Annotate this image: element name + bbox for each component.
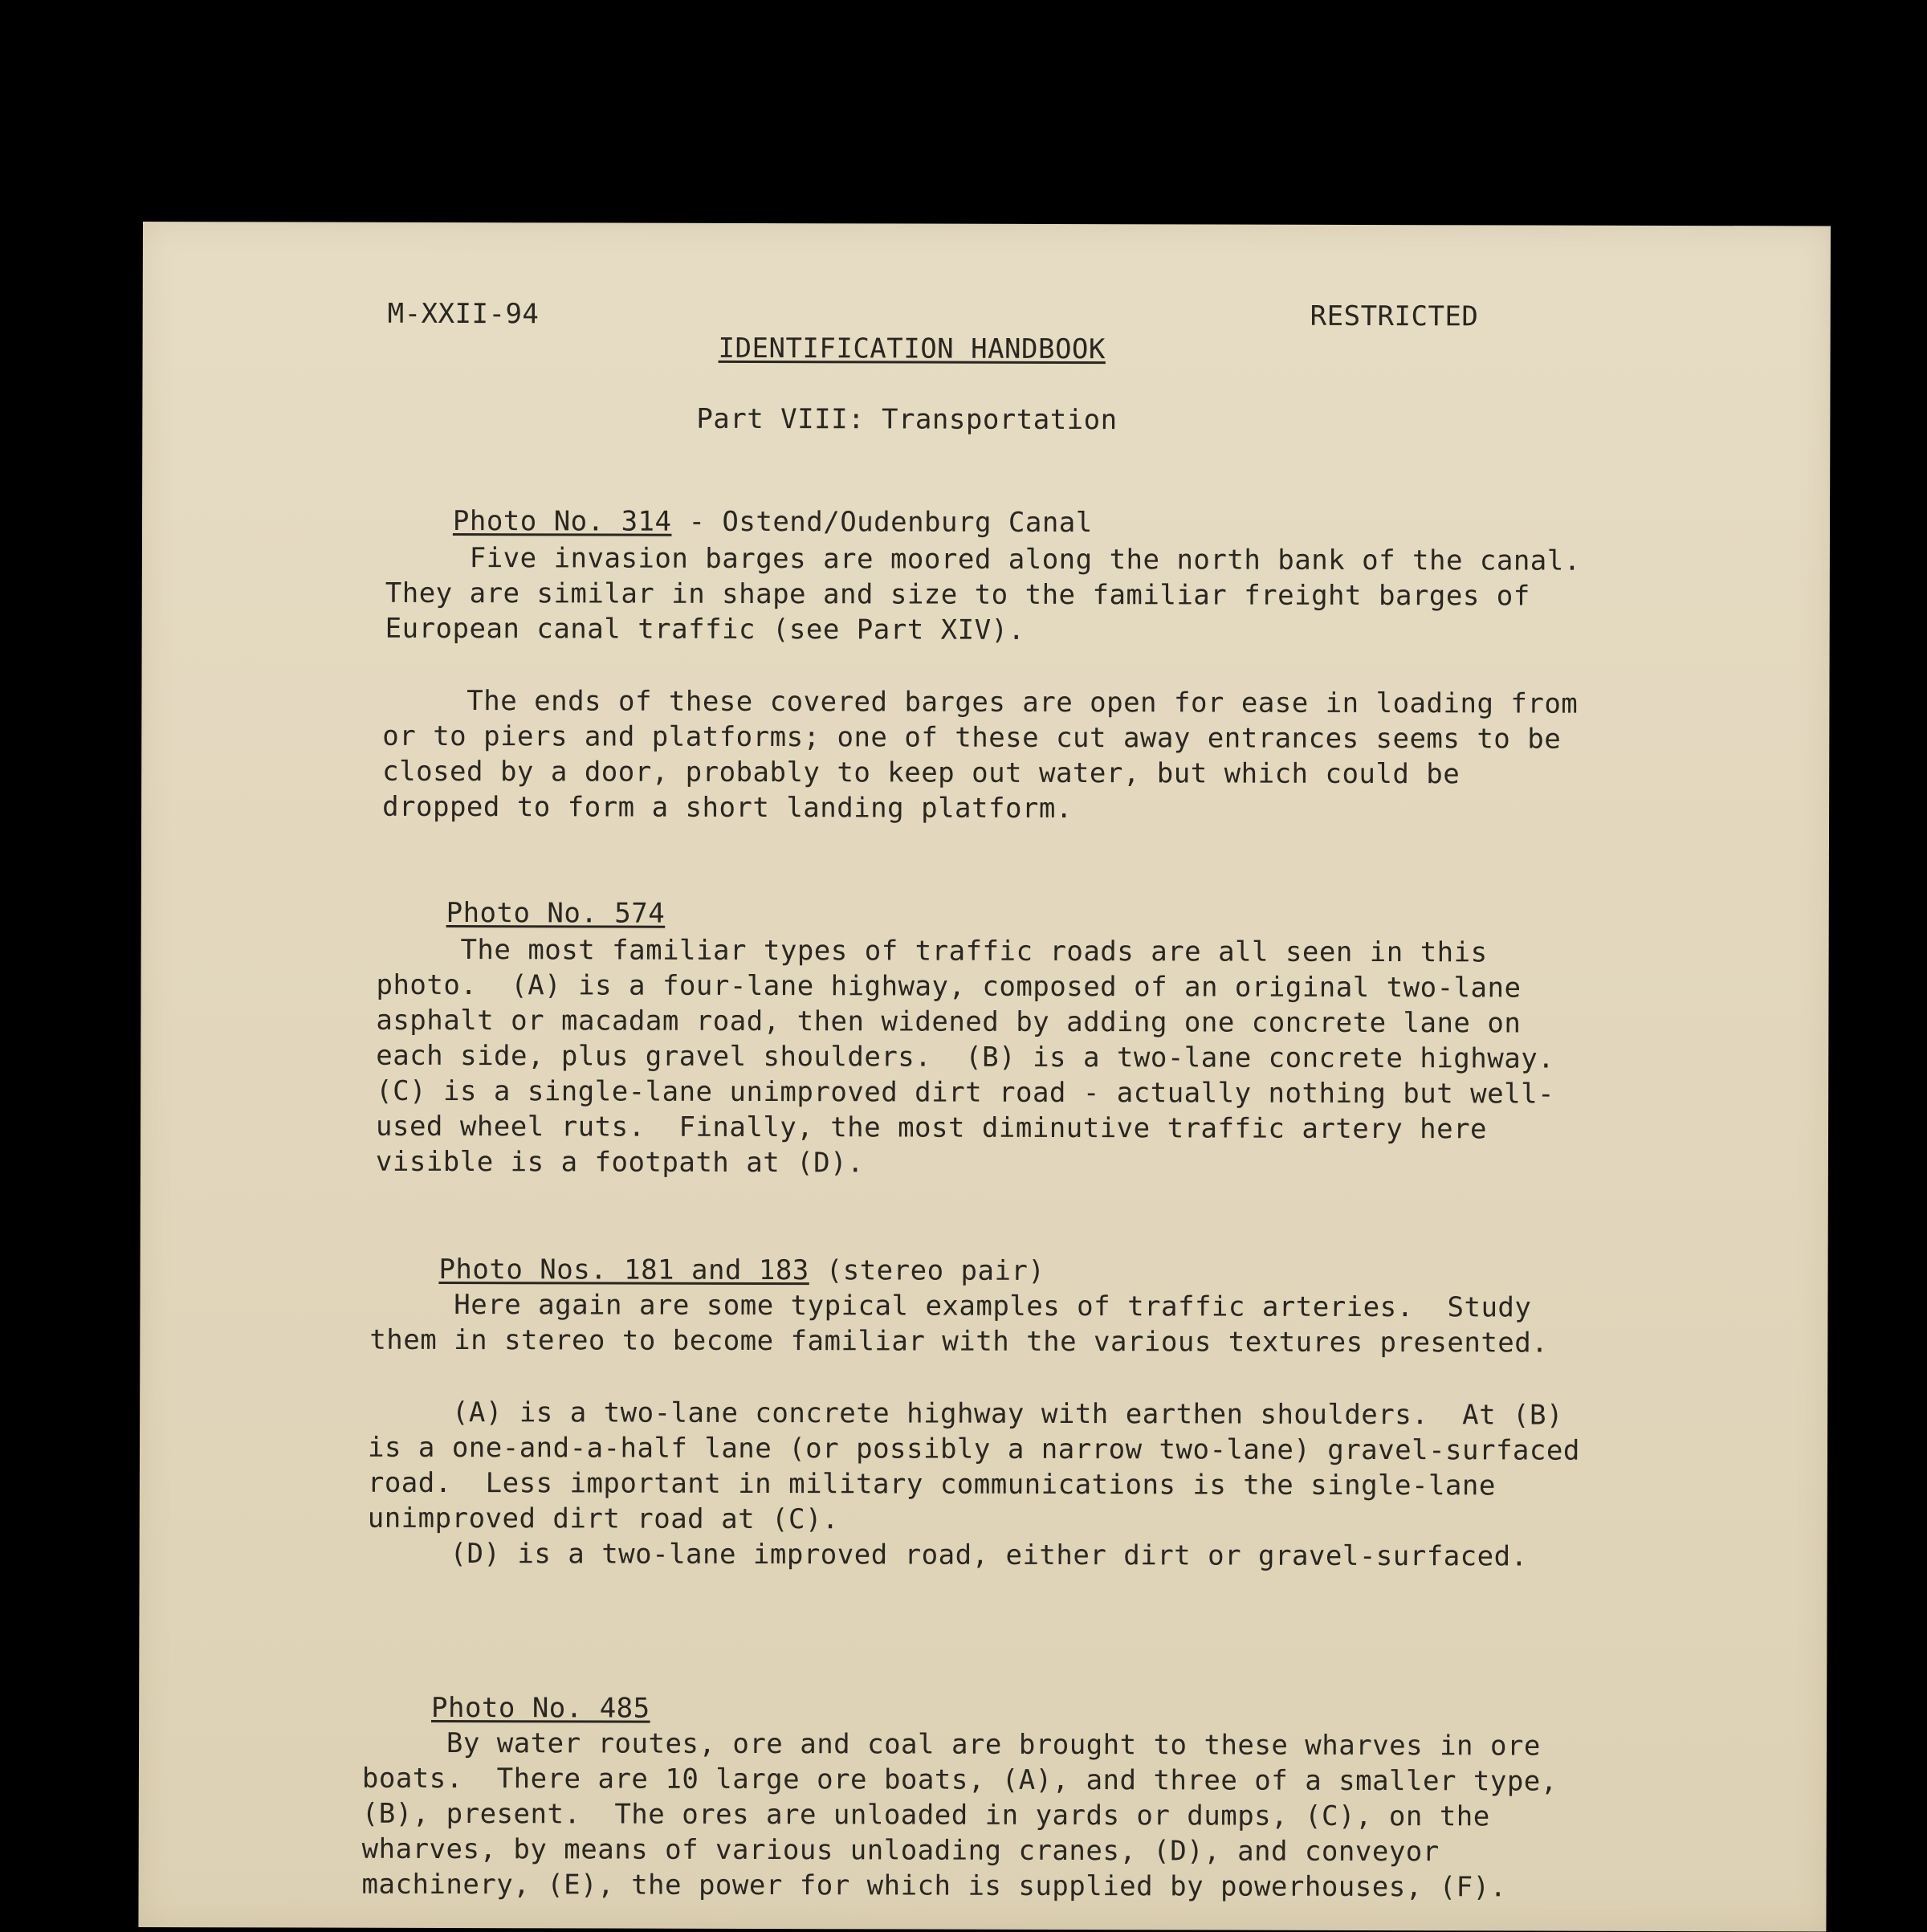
paragraph: The most familiar types of traffic roads are all seen in this photo. (A) is a four-lane highway, composed of an original two-lane asphalt or macadam road, then widened by adding one concrete lane on each side, plus gravel shoulders. (B) is a two-lane concrete highway. (C) is a single-lane unimproved dirt road - actually nothing but well- used wheel ruts. Finally, the most diminutive traffic artery here visible is a footpath at (D). — [375, 933, 1555, 1180]
section-heading-photo-485: Photo No. 485 — [430, 1691, 650, 1725]
section-heading-photo-181-183: Photo Nos. 181 and 183 (stereo pair) — [438, 1253, 1045, 1287]
paragraph: Here again are some typical examples of traffic arteries. Study them in stereo to become familiar with the various textures presented. — [369, 1288, 1549, 1359]
part-heading: Part VIII: Transportation — [696, 402, 1118, 437]
section-heading-photo-314: Photo No. 314 - Ostend/Oudenburg Canal — [452, 505, 1093, 540]
paragraph: (D) is a two-lane improved road, either dirt or gravel-surfaced. — [365, 1537, 1528, 1573]
paragraph: The ends of these covered barges are open for ease in loading from or to piers and platforms; one of these cut away entrances seems to be closed by a door, probably to keep out water, but which could be dropped to form a short landing platform. — [382, 684, 1579, 825]
paragraph: By water routes, ore and coal are brought to these wharves in ore boats. There are 10 large ore boats, (A), and three of a smaller type, (B), present. The ores are unloaded in yards or dumps, (C), on the wharves, by means of various unloading cranes, (D), and conveyor machinery, (E), the power for which is supplied by powerhouses, (F). — [361, 1726, 1558, 1904]
section-heading-photo-574: Photo No. 574 — [446, 896, 666, 930]
document-title: IDENTIFICATION HANDBOOK — [718, 332, 1106, 366]
paragraph: Five invasion barges are moored along the north bank of the canal. They are similar in shape and size to the familiar freight barges of European canal traffic (see Part XIV). — [385, 541, 1581, 646]
document-number: M-XXII-94 — [387, 297, 540, 331]
document-page — [138, 222, 1831, 1931]
classification-label: RESTRICTED — [1310, 300, 1479, 333]
paragraph: (A) is a two-lane concrete highway with earthen shoulders. At (B) is a one-and-a-half lane (or possibly a narrow two-lane) gravel-surfaced road. Less important in military communications is the single-lane unimproved dirt road at (C). — [367, 1396, 1580, 1536]
